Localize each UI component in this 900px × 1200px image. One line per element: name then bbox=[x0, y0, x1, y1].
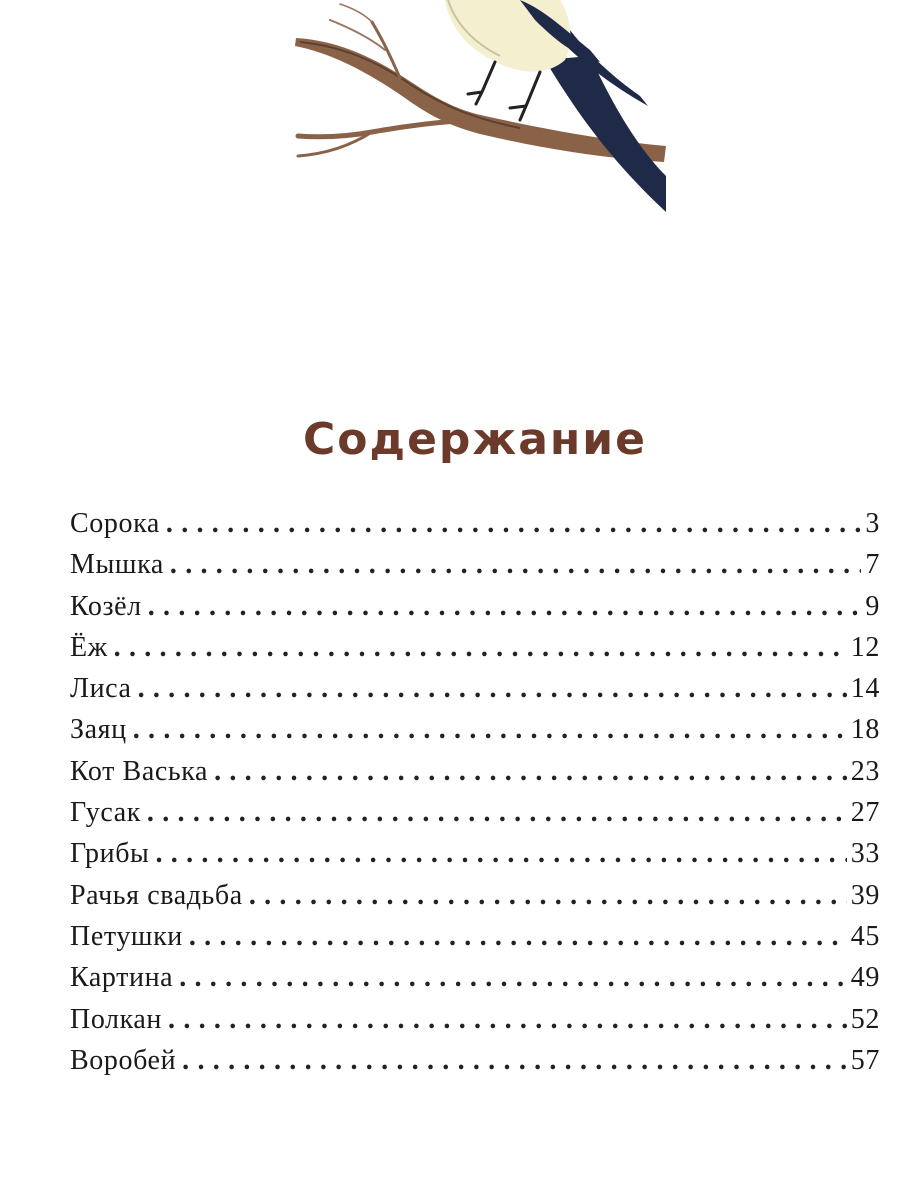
page-title: Содержание bbox=[303, 414, 647, 465]
toc-entry-page-number: 18 bbox=[850, 714, 880, 746]
toc-leader-dots bbox=[170, 544, 862, 585]
toc-entry-title: Кот Васька bbox=[70, 755, 209, 787]
toc-leader-dots bbox=[155, 833, 846, 874]
toc-entry-title: Полкан bbox=[70, 1003, 163, 1035]
toc-entry[interactable] bbox=[70, 792, 880, 833]
toc-leader-dots bbox=[114, 627, 847, 668]
toc-entry[interactable] bbox=[70, 627, 880, 668]
toc-entry-title: Ёж bbox=[70, 631, 108, 663]
toc-leader-dots bbox=[148, 586, 862, 627]
toc-entry-title: Грибы bbox=[70, 838, 150, 870]
toc-leader-dots bbox=[189, 916, 847, 957]
toc-leader-dots bbox=[214, 751, 847, 792]
toc-entry-page-number: 33 bbox=[850, 838, 880, 870]
toc-entry[interactable] bbox=[70, 668, 880, 709]
toc-entry[interactable] bbox=[70, 999, 880, 1040]
toc-entry[interactable] bbox=[70, 1040, 880, 1081]
magpie-on-branch-illustration bbox=[0, 0, 900, 240]
toc-entry[interactable] bbox=[70, 916, 880, 957]
toc-entry[interactable] bbox=[70, 503, 880, 544]
toc-entry-title: Козёл bbox=[70, 590, 142, 622]
toc-entry-page-number: 7 bbox=[865, 549, 880, 581]
toc-entry-title: Мышка bbox=[70, 549, 164, 581]
toc-entry-title: Заяц bbox=[70, 714, 127, 746]
toc-entry-title: Лиса bbox=[70, 673, 132, 705]
toc-entry[interactable] bbox=[70, 875, 880, 916]
toc-entry[interactable] bbox=[70, 544, 880, 585]
toc-entry[interactable] bbox=[70, 957, 880, 998]
toc-entry-page-number: 14 bbox=[850, 673, 880, 705]
toc-entry[interactable] bbox=[70, 586, 880, 627]
toc-entry-title: Петушки bbox=[70, 920, 183, 952]
toc-entry-page-number: 39 bbox=[850, 879, 880, 911]
toc-entry-page-number: 52 bbox=[850, 1003, 880, 1035]
toc-entry[interactable] bbox=[70, 751, 880, 792]
toc-entry-page-number: 9 bbox=[865, 590, 880, 622]
toc-entry-page-number: 45 bbox=[850, 920, 880, 952]
toc-leader-dots bbox=[138, 668, 847, 709]
toc-entry-title: Рачья свадьба bbox=[70, 879, 243, 911]
magpie-icon bbox=[445, 0, 666, 212]
toc-leader-dots bbox=[147, 792, 847, 833]
toc-leader-dots bbox=[179, 957, 847, 998]
toc-entry-title: Картина bbox=[70, 962, 174, 994]
toc-entry-page-number: 23 bbox=[850, 755, 880, 787]
toc-leader-dots bbox=[133, 709, 847, 750]
toc-leader-dots bbox=[168, 999, 847, 1040]
toc-entry-page-number: 12 bbox=[850, 631, 880, 663]
toc-leader-dots bbox=[249, 875, 847, 916]
toc-entry-title: Воробей bbox=[70, 1044, 177, 1076]
toc-entry[interactable] bbox=[70, 709, 880, 750]
toc-entry-page-number: 57 bbox=[850, 1044, 880, 1076]
toc-leader-dots bbox=[182, 1040, 847, 1081]
table-of-contents bbox=[70, 503, 880, 1081]
toc-entry[interactable] bbox=[70, 833, 880, 874]
toc-entry-page-number: 49 bbox=[850, 962, 880, 994]
toc-entry-page-number: 3 bbox=[865, 508, 880, 539]
toc-entry-title: Сорока bbox=[70, 508, 160, 539]
toc-entry-title: Гусак bbox=[70, 797, 141, 829]
toc-leader-dots bbox=[166, 503, 862, 544]
toc-entry-page-number: 27 bbox=[850, 797, 880, 829]
